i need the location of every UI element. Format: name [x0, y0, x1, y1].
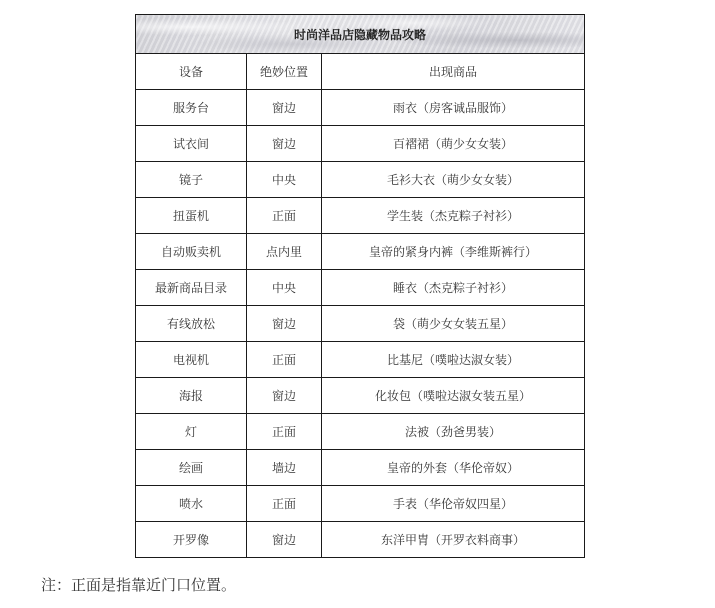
table-row	[136, 522, 585, 558]
cell-position: 正面	[247, 486, 322, 522]
cell-device: 海报	[136, 378, 247, 414]
cell-device: 镜子	[136, 162, 247, 198]
table-title: 时尚洋品店隐藏物品攻略	[136, 15, 585, 54]
header-item: 出现商品	[322, 54, 585, 90]
cell-device: 有线放松	[136, 306, 247, 342]
table-row	[136, 378, 585, 414]
table-header-row	[136, 54, 585, 90]
table-row	[136, 342, 585, 378]
cell-item: 化妆包（噗啦达淑女装五星）	[322, 378, 585, 414]
table-row	[136, 198, 585, 234]
cell-position: 窗边	[247, 126, 322, 162]
cell-item: 手表（华伦帝奴四星）	[322, 486, 585, 522]
cell-item: 皇帝的外套（华伦帝奴）	[322, 450, 585, 486]
footnote: 注：正面是指靠近门口位置。	[41, 576, 237, 594]
cell-device: 最新商品目录	[136, 270, 247, 306]
table-title-row	[136, 15, 585, 54]
cell-item: 学生装（杰克粽子衬衫）	[322, 198, 585, 234]
header-device: 设备	[136, 54, 247, 90]
cell-device: 自动贩卖机	[136, 234, 247, 270]
cell-device: 试衣间	[136, 126, 247, 162]
header-position: 绝妙位置	[247, 54, 322, 90]
cell-item: 百褶裙（萌少女女装）	[322, 126, 585, 162]
cell-position: 中央	[247, 270, 322, 306]
cell-position: 窗边	[247, 522, 322, 558]
table-row	[136, 414, 585, 450]
cell-position: 正面	[247, 342, 322, 378]
cell-item: 法被（劲爸男装）	[322, 414, 585, 450]
table-row	[136, 234, 585, 270]
hidden-items-table	[135, 14, 585, 558]
table-row	[136, 270, 585, 306]
cell-position: 中央	[247, 162, 322, 198]
cell-item: 毛衫大衣（萌少女女装）	[322, 162, 585, 198]
cell-device: 电视机	[136, 342, 247, 378]
table-row	[136, 306, 585, 342]
cell-position: 墙边	[247, 450, 322, 486]
table-row	[136, 126, 585, 162]
table-row	[136, 450, 585, 486]
cell-device: 服务台	[136, 90, 247, 126]
cell-item: 东洋甲胄（开罗衣料商事）	[322, 522, 585, 558]
cell-position: 正面	[247, 198, 322, 234]
cell-item: 袋（萌少女女装五星）	[322, 306, 585, 342]
table-row	[136, 162, 585, 198]
cell-item: 雨衣（房客诚品服饰）	[322, 90, 585, 126]
table-row	[136, 90, 585, 126]
cell-position: 点内里	[247, 234, 322, 270]
cell-position: 窗边	[247, 90, 322, 126]
cell-position: 窗边	[247, 378, 322, 414]
cell-position: 窗边	[247, 306, 322, 342]
cell-device: 绘画	[136, 450, 247, 486]
cell-item: 皇帝的紧身内裤（李维斯裤行）	[322, 234, 585, 270]
table-row	[136, 486, 585, 522]
cell-position: 正面	[247, 414, 322, 450]
cell-device: 灯	[136, 414, 247, 450]
cell-item: 睡衣（杰克粽子衬衫）	[322, 270, 585, 306]
cell-device: 喷水	[136, 486, 247, 522]
cell-device: 开罗像	[136, 522, 247, 558]
cell-item: 比基尼（噗啦达淑女装）	[322, 342, 585, 378]
cell-device: 扭蛋机	[136, 198, 247, 234]
